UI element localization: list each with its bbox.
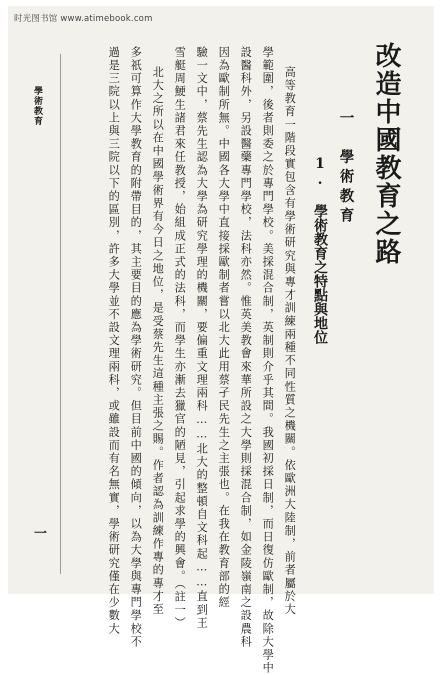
book-title: 改造中國教育之路: [371, 42, 401, 266]
section-heading: 一 學術教育: [337, 110, 355, 227]
body-column-4: 因為歐制所無。中國各大學中直接採歐制者嘗以北大此用蔡孑民先生之主張也。在我在教育部的經: [217, 46, 231, 610]
book-page: [8, 6, 434, 675]
body-column-5: 驗一文中，蔡先生認為大學為研究學理的機關，要偏重文理兩科……北大的整頓自文科起……直到王: [195, 46, 209, 630]
gutter-rule: [60, 54, 61, 574]
body-column-1: 高等教育一階段實包含有學術研究與專才訓練兩種不同性質之機關。依歐洲大陸制，前者屬於大: [283, 66, 297, 617]
body-column-3: 設醫科外，另設醫藥專門學校，法科亦然。惟英美教會來華所設之大學則採混合制，如金陵嶺南之設農科: [239, 46, 253, 649]
page-number: 一: [31, 526, 46, 539]
body-column-7: 北大之所以在中國學術界有今日之地位，是受蔡先生這種主張之賜。作者認為訓練作專的專才至: [151, 66, 165, 617]
watermark: 时光图书馆 www.atimebook.com: [14, 14, 153, 24]
body-column-9: 過是三院以上與三院以下的區別，許多大學並不設文理兩科，或雖設而有名無實，學術研究僅在少數大: [107, 46, 121, 636]
running-footer-title: 學術教育: [32, 86, 42, 126]
subsection-heading: 1. 學術教育之特點與地位: [312, 156, 328, 344]
body-column-8: 多祇可算作大學教育的附帶目的，其主要目的應為學術研究。但目前中國的傾向，以為大學與專門學校不: [129, 46, 143, 649]
body-column-6: 雪艇周鯁生諸君來任教授，始組成正式的法科，而學生亦漸去獵官的陋見，引起求學的興會。（註一）: [173, 46, 187, 630]
body-column-2: 學範圍，後者則委之於專門學校。美採混合制，英制則介乎其間。我國初採日制，而日復仿歐制，故除大學中: [261, 46, 275, 675]
